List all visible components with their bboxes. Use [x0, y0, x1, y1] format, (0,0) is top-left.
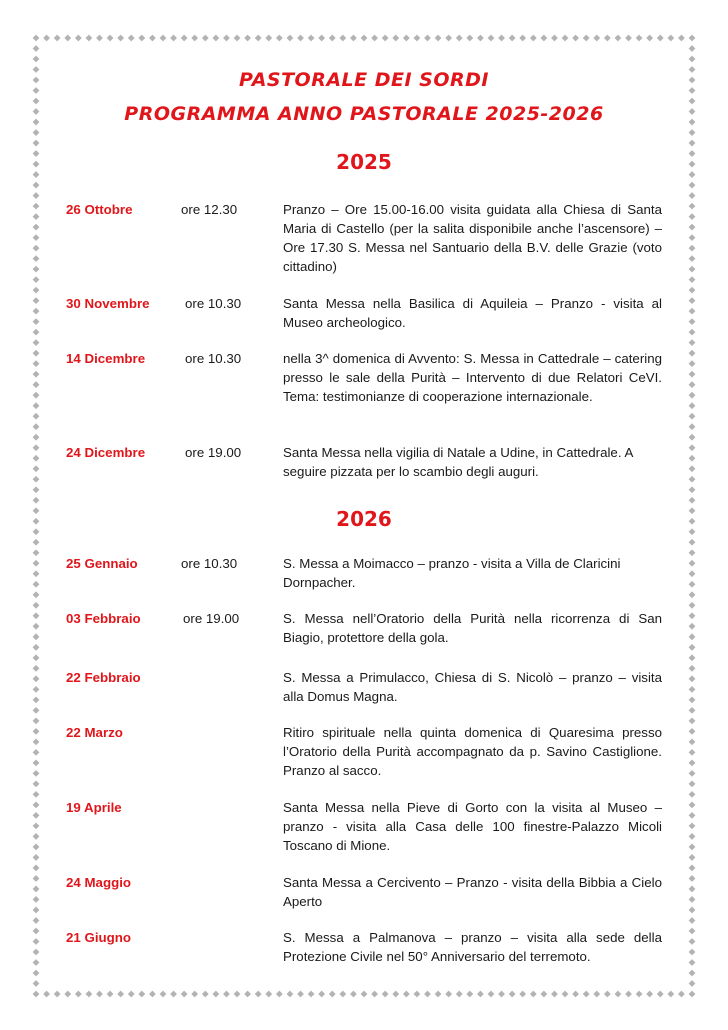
event-description: Ritiro spirituale nella quinta domenica di Quaresima presso l’Oratorio della Purità accompagnato da p. Savino Castiglione. Pranzo al sacco.	[283, 725, 662, 778]
event-date: 26 Ottobre	[66, 202, 133, 217]
year-heading-2025: 2025	[336, 150, 392, 174]
event-description: S. Messa a Palmanova – pranzo – visita alla sede della Protezione Civile nel 50° Anniversario del terremoto.	[283, 930, 662, 964]
event-date: 19 Aprile	[66, 800, 122, 815]
event-date: 14 Dicembre	[66, 351, 146, 366]
event-time: ore 12.30	[181, 202, 238, 217]
event-date: 22 Marzo	[66, 725, 123, 740]
event-date: 21 Giugno	[66, 930, 132, 945]
event-description: S. Messa a Moimacco – pranzo - visita a Villa de Claricini Dornpacher.	[283, 556, 621, 590]
event-description: Pranzo – Ore 15.00-16.00 visita guidata alla Chiesa di Santa Maria di Castello (per la salita disponibile anche l’ascensore) – Ore 17.30 S. Messa nel Santuario della B.V. delle Grazie (voto cittadino)	[283, 202, 662, 274]
event-time: ore 10.30	[181, 556, 238, 571]
event-description: nella 3^ domenica di Avvento: S. Messa in Cattedrale – catering presso le sale della Purità – Intervento di due Relatori CeVI. Tema: testimonianze di cooperazione internazionale.	[283, 351, 662, 404]
event-description: S. Messa a Primulacco, Chiesa di S. Nicolò – pranzo – visita alla Domus Magna.	[283, 670, 662, 704]
document-title: PASTORALE DEI SORDI	[239, 69, 489, 91]
event-date: 25 Gennaio	[66, 556, 138, 571]
event-description: S. Messa nell’Oratorio della Purità nella ricorrenza di San Biagio, protettore della gola.	[283, 611, 662, 645]
event-time: ore 10.30	[185, 296, 242, 311]
event-date: 30 Novembre	[66, 296, 150, 311]
event-description: Santa Messa a Cercivento – Pranzo - visita della Bibbia a Cielo Aperto	[283, 875, 662, 909]
event-description: Santa Messa nella vigilia di Natale a Udine, in Cattedrale. A seguire pizzata per lo scambio degli auguri.	[283, 445, 633, 479]
event-date: 22 Febbraio	[66, 670, 141, 685]
event-description: Santa Messa nella Pieve di Gorto con la visita al Museo – pranzo - visita alla Casa delle 100 finestre-Palazzo Micoli Toscano di Mione.	[283, 800, 662, 853]
document-subtitle: PROGRAMMA ANNO PASTORALE 2025-2026	[124, 103, 604, 125]
year-heading-2026: 2026	[336, 507, 392, 531]
event-time: ore 19.00	[183, 611, 240, 626]
event-time: ore 19.00	[185, 445, 242, 460]
event-date: 24 Maggio	[66, 875, 132, 890]
event-date: 24 Dicembre	[66, 445, 146, 460]
event-time: ore 10.30	[185, 351, 242, 366]
event-description: Santa Messa nella Basilica di Aquileia – Pranzo - visita al Museo archeologico.	[283, 296, 662, 330]
event-date: 03 Febbraio	[66, 611, 141, 626]
